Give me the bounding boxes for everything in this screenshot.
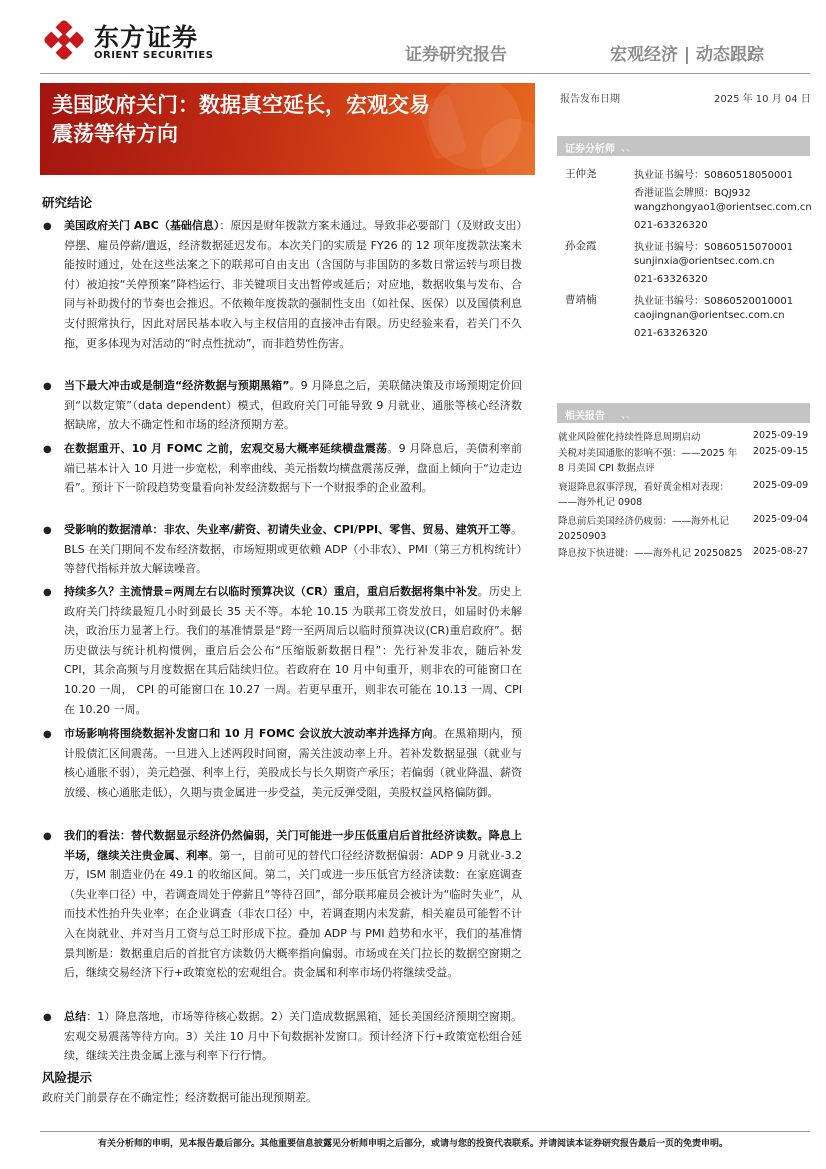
conclusion-item: [64, 520, 522, 579]
analyst-email[interactable]: caojingnan@orientsec.com.cn: [634, 310, 785, 321]
conclusion-item-text: ：1）降息落地，市场等待核心数据。2）关门造成数据黑箱，延长美国经济预期空窗期。宏观交易震荡等待方向。3）关注 10 月中下旬数据补发窗口。预计经济下行+政策宽松组合延续，继续关注贵金属上涨与利率下行行情。: [64, 1010, 523, 1063]
conclusion-item-heading: 在数据重开、10 月 FOMC 之前，宏观交易大概率延续横盘震荡: [64, 442, 388, 455]
conclusion-item: [64, 582, 522, 719]
report-title: [52, 91, 522, 149]
research-conclusion-title: 研究结论: [42, 195, 93, 210]
analyst-license: 执业证书编号：S0860518050001: [634, 170, 794, 181]
publish-date: 2025 年 10 月 04 日: [714, 94, 811, 105]
bullet-icon: ●: [43, 221, 52, 232]
related-report-title: ——海外札记 0908: [558, 497, 643, 508]
report-type: 证券研究报告: [405, 45, 507, 65]
related-report-title: 8 月美国 CPI 数据点评: [558, 463, 655, 474]
related-report-title: 关税对美国通胀的影响不强：——2025 年: [558, 448, 738, 459]
analyst-name: 孙金霞: [565, 240, 597, 252]
related-report-link[interactable]: [558, 480, 748, 510]
related-reports-title: 相关报告: [565, 411, 605, 422]
bullet-icon: ●: [43, 587, 52, 598]
header-divider: [40, 73, 810, 74]
analyst-name: 王仲尧: [565, 168, 597, 180]
related-report-title: 降息前后美国经济仍疲弱：——海外札记: [558, 516, 730, 527]
report-category: 宏观经济 | 动态跟踪: [610, 45, 765, 65]
title-banner: [40, 83, 535, 175]
bullet-icon: ●: [43, 831, 52, 842]
conclusion-item-heading: 市场影响将围绕数据补发窗口和 10 月 FOMC 会议放大波动率并选择方向: [64, 727, 433, 740]
footer-divider: [40, 1131, 810, 1132]
publish-date-label: 报告发布日期: [560, 94, 620, 105]
related-report-date: 2025-08-27: [753, 546, 809, 557]
bullet-icon: ●: [43, 381, 52, 392]
conclusion-item-text: ：原因是财年拨款方案未通过。导致非必要部门（及财政支出）停摆、雇员停薪/遣返，经济数据延迟发布。本次关门的实质是 FY26 的 12 项年度拨款法案未能按时通过，处在这些法案之下的联邦可自由支出（含国防与非国防的多数日常运转与项目拨付）被迫按“关停预案”降档运行、非关键项目支出暂停或延后；对应地，数据收集与发布、合同与补助拨付的节奏也会推迟。不依赖年度拨款的强制性支出（如社保、医保）以及国债利息支付照常执行，因此对居民基本收入与主权信用的直接冲击有限。历史经验来看，若关门不久拖，更多体现为对活动的“时点性扰动”，而非趋势性伤害。: [64, 219, 522, 350]
analyst-license: 执业证书编号：S0860515070001: [634, 242, 794, 253]
conclusion-item: [64, 1007, 522, 1066]
analyst-name: 曹靖楠: [565, 294, 597, 306]
conclusion-item-heading: 我们的看法：替代数据显示经济仍然偏弱，关门可能进一步压低重启后首批经济读数。降息上半场，继续关注贵金属、利率: [64, 829, 522, 862]
conclusion-item-heading: 受影响的数据清单：非农、失业率/薪资、初请失业金、CPI/PPI、零售、贸易、建筑开工等: [64, 523, 511, 536]
analyst-email[interactable]: wangzhongyao1@orientsec.com.cn: [634, 202, 812, 213]
conclusion-item-text: 。9 月降息之后，美联储决策及市场预期定价回到“以数定策”（data dependent）模式，但政府关门可能导致 9 月就业、通胀等核心经济数据缺席，放大不确定性和市场的经济预期方差。: [64, 379, 522, 432]
analysts-section-header: [557, 136, 810, 156]
related-report-date: 2025-09-19: [753, 430, 809, 441]
analyst-hk-license: 香港证监会牌照：BQJ932: [634, 188, 751, 199]
footer-disclaimer: 有关分析师的申明，见本报告最后部分。其他重要信息披露见分析师申明之后部分，或请与您的投资代表联系。并请阅读本证券研究报告最后一页的免责申明。: [97, 1139, 728, 1149]
conclusion-item-text: 。在黑箱期内，预计股债汇区间震荡。一旦进入上述两段时间窗，需关注波动率上升。若补发数据显强（就业与核心通胀不弱），美元趋强、利率上行，美股成长与长久期资产承压；若偏弱（就业降温、薪资放缓、核心通胀走低），久期与贵金属进一步受益，美元反弹受阻，美股权益风格偏防御。: [64, 727, 523, 799]
related-reports-header: [557, 403, 810, 423]
bullet-icon: ●: [43, 1012, 52, 1023]
related-report-date: 2025-09-15: [753, 446, 809, 457]
related-report-date: 2025-09-09: [753, 480, 809, 491]
conclusion-item-text: 。9 月降息后，美债利率前端已基本计入 10 月进一步宽松，利率曲线、美元指数均横盘震荡反弹，盘面上倾向于“边走边看”。预计下一阶段趋势变量看向补发经济数据与下一个财报季的企业盈利。: [64, 442, 522, 495]
related-report-link[interactable]: [558, 430, 748, 445]
related-report-title: 就业风险催化持续性降息周期启动: [558, 432, 701, 443]
conclusion-item-heading: 持续多久？主流情景=两周左右以临时预算决议（CR）重启，重启后数据将集中补发: [64, 585, 478, 598]
conclusion-item: [64, 216, 522, 353]
analyst-phone: 021-63326320: [634, 328, 708, 339]
analyst-phone: 021-63326320: [634, 220, 708, 231]
report-title-line-1: 美国政府关门：数据真空延长，宏观交易: [52, 93, 430, 117]
related-reports-dots: 、、: [621, 410, 636, 421]
related-report-link[interactable]: [558, 446, 748, 476]
conclusion-item-text: 。第一，目前可见的替代口径经济数据偏弱：ADP 9 月就业-3.2 万，ISM 制造业仍在 49.1 的收缩区间。第二，关门或进一步压低官方经济读数：在家庭调查（失业率口径）中，若调查周处于停薪且“等待召回”，部分联邦雇员会被计为“临时失业”，从而技术性抬升失业率；在企业调查（非农口径）中，若调查期内未发薪，相关雇员可能暂不计入在岗就业、并对当月工资与总工时形成下拉。叠加 ADP 与 PMI 趋势和水平，我们的基准情景判断是：数据重启后的首批官方读数仍大概率指向偏弱。市场或在关门拉长的数据空窗期之后，继续交易经济下行+政策宽松的宏观组合。贵金属和利率市场仍将继续受益。: [64, 848, 522, 980]
conclusion-item-text: 。历史上政府关门持续最短几小时到最长 35 天不等。本轮 10.15 为联邦工资发放日，如届时仍未解决，政治压力显著上行。我们的基准情景是“跨一至两周后以临时预算决议(CR)重启政府”。据历史做法与统计机构惯例，重启后会公布“压缩版新数据日程”：先行补发非农，随后补发 CPI，其余高频与月度数据在其后陆续归位。若政府在 10 月中旬重开，则非农的可能窗口在 10.20 一周， CPI 的可能窗口在 10.27 一周。若更早重开，则非农可能在 10.13 一周、CPI 在 10.20 一周。: [64, 585, 522, 716]
conclusion-item-heading: 美国政府关门 ABC（基础信息）: [64, 219, 220, 232]
risk-text: 政府关门前景存在不确定性；经济数据可能出现预期差。: [42, 1091, 317, 1104]
related-report-link[interactable]: [558, 546, 748, 561]
conclusion-item: [64, 439, 522, 498]
related-report-title: 20250903: [558, 531, 607, 542]
conclusion-item: [64, 826, 522, 983]
analysts-section-title: 证券分析师: [565, 144, 615, 155]
conclusion-item-heading: 当下最大冲击或是制造“经济数据与预期黑箱”: [64, 379, 290, 392]
analyst-phone: 021-63326320: [634, 274, 708, 285]
related-report-date: 2025-09-04: [753, 514, 809, 525]
analyst-license: 执业证书编号：S0860520010001: [634, 296, 794, 307]
orient-logo-icon: [42, 18, 86, 62]
report-title-line-2: 震荡等待方向: [52, 122, 178, 146]
logo-name-cn: 东方证券: [94, 23, 199, 52]
conclusion-item: [64, 376, 522, 435]
risk-title: 风险提示: [42, 1070, 93, 1085]
bullet-icon: ●: [43, 444, 52, 455]
conclusion-item-text: 。BLS 在关门期间不发布经济数据，市场短期或更依赖 ADP（小非农）、PMI（第三方机构统计）等替代指标并放大解读噪音。: [64, 523, 522, 576]
conclusion-item-heading: 总结: [64, 1010, 87, 1023]
bullet-icon: ●: [43, 729, 52, 740]
bullet-icon: ●: [43, 525, 52, 536]
logo-name-en: ORIENT SECURITIES: [94, 50, 214, 61]
related-report-title: 降息按下快进键：——海外札记 20250825: [558, 548, 743, 559]
company-logo: [42, 14, 232, 64]
conclusion-item: [64, 724, 522, 802]
related-report-link[interactable]: [558, 514, 748, 544]
related-report-title: 衰退降息叙事浮现，看好黄金相对表现：: [558, 482, 730, 493]
analysts-section-dots: 、、: [621, 143, 636, 154]
analyst-email[interactable]: sunjinxia@orientsec.com.cn: [634, 256, 775, 267]
